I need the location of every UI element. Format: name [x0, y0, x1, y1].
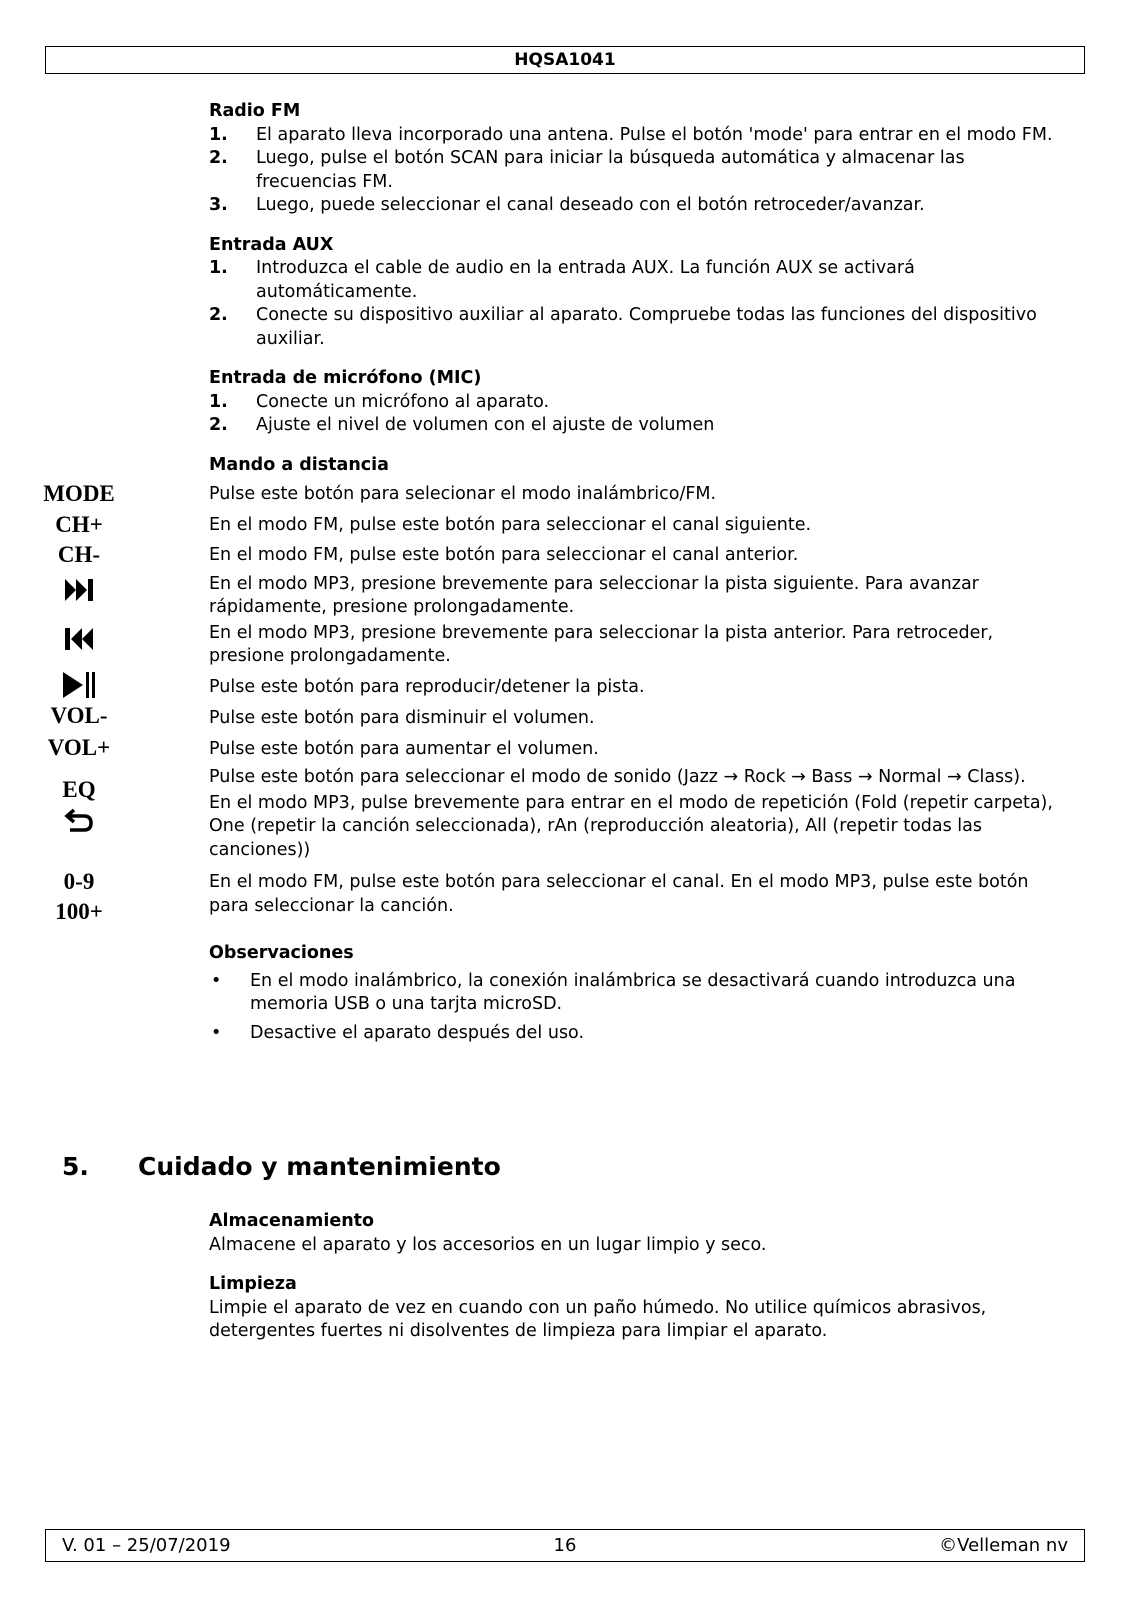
- key-vol-plus: VOL+: [47, 734, 111, 760]
- page-footer: [45, 1529, 1085, 1562]
- remote-description: En el modo MP3, presione brevemente para seleccionar la pista anterior. Para retroceder, presione prolongadamente.: [209, 622, 994, 666]
- item-number: 2.: [209, 305, 228, 325]
- main-content: [43, 100, 1064, 1061]
- key-numbers: [34, 867, 124, 927]
- list-item: [209, 257, 1064, 304]
- section-observations: [209, 942, 1064, 1045]
- remote-row-next: [209, 568, 1064, 620]
- section-mic-input: [209, 367, 1064, 438]
- bullet-text: Desactive el aparato después del uso.: [250, 1022, 585, 1043]
- footer-version: V. 01 – 25/07/2019: [62, 1535, 231, 1556]
- remote-description: Pulse este botón para reproducir/detener la pista.: [209, 676, 645, 697]
- item-text: Conecte un micrófono al aparato.: [256, 391, 550, 412]
- key-vol-minus: VOL-: [50, 703, 108, 728]
- item-text: El aparato lleva incorporado una antena. Pulse el botón 'mode' para entrar en el modo FM.: [256, 124, 1053, 145]
- list-item: [209, 391, 1064, 415]
- item-text: Introduzca el cable de audio en la entrada AUX. La función AUX se activará automáticamente.: [256, 258, 915, 302]
- remote-description: Pulse este botón para disminuir el volumen.: [209, 708, 595, 728]
- section-radio-fm: [209, 100, 1064, 218]
- section-cleaning: [209, 1273, 1064, 1344]
- section-title: Mando a distancia: [209, 454, 389, 475]
- section-title: Observaciones: [209, 943, 354, 963]
- item-number: 1.: [209, 124, 228, 145]
- key-ch-minus: CH-: [57, 542, 101, 567]
- remote-row-vol-plus: [47, 731, 1064, 762]
- item-text: Conecte su dispositivo auxiliar al aparato. Compruebe todas las funciones del dispositivo auxiliar.: [256, 305, 1037, 349]
- footer-page-number: 16: [553, 1535, 577, 1556]
- list-item: [209, 304, 1064, 351]
- repeat-icon: [34, 808, 124, 836]
- remote-description: Pulse este botón para seleccionar el modo de sonido (Jazz → Rock → Bass → Normal → Class).: [209, 767, 1026, 787]
- key-100-plus: 100+: [55, 899, 103, 924]
- remote-description: En el modo MP3, pulse brevemente para entrar en el modo de repetición (Fold (repetir carpeta), One (repetir la canción seleccionada), rAn (reproducción aleatoria), All (repetir todas las canciones)): [209, 792, 1053, 860]
- list-item: [209, 147, 1064, 194]
- section-title: Entrada AUX: [209, 234, 334, 255]
- list-item: [209, 414, 1064, 438]
- key-ch-plus: CH+: [55, 511, 103, 537]
- remote-row-eq: [62, 761, 1064, 802]
- section-storage: [209, 1210, 1064, 1257]
- previous-track-icon: [34, 626, 124, 653]
- next-track-icon: [34, 577, 124, 604]
- remote-row-previous: [209, 620, 1064, 669]
- section-aux-input: [209, 234, 1064, 352]
- header-title: HQSA1041: [514, 50, 616, 70]
- footer-copyright: ©Velleman nv: [939, 1535, 1068, 1556]
- item-text: Luego, pulse el botón SCAN para iniciar la búsqueda automática y almacenar las frecuencias FM.: [256, 148, 965, 192]
- item-text: Ajuste el nivel de volumen con el ajuste de volumen: [256, 415, 715, 435]
- item-number: 3.: [209, 195, 228, 215]
- bullet-mark: •: [211, 970, 222, 991]
- remote-description: En el modo MP3, presione brevemente para seleccionar la pista siguiente. Para avanzar rápidamente, presione prolongadamente.: [209, 573, 979, 617]
- chapter-heading: [62, 1152, 501, 1181]
- section-title: Entrada de micrófono (MIC): [209, 368, 482, 388]
- care-content: [209, 1210, 1064, 1360]
- item-number: 2.: [209, 148, 228, 168]
- section-remote-control: [43, 454, 1064, 924]
- remote-row-ch-plus: [55, 507, 1064, 538]
- section-text: Limpie el aparato de vez en cuando con un paño húmedo. No utilice químicos abrasivos, detergentes fuertes ni disolventes de limpieza para limpiar el aparato.: [209, 1297, 987, 1341]
- list-item: [209, 124, 1064, 148]
- bullet-text: En el modo inalámbrico, la conexión inalámbrica se desactivará cuando introduzca una memoria USB o una tarjta microSD.: [250, 970, 1016, 1014]
- remote-row-play-pause: [209, 669, 1064, 700]
- section-title: Radio FM: [209, 101, 301, 121]
- section-title: Almacenamiento: [209, 1211, 375, 1231]
- remote-row-ch-minus: [57, 537, 1064, 568]
- remote-row-number-keys: [55, 862, 1064, 924]
- item-text: Luego, puede seleccionar el canal deseado con el botón retroceder/avanzar.: [256, 195, 925, 215]
- key-eq: EQ: [62, 777, 96, 802]
- remote-row-vol-minus: [50, 699, 1064, 731]
- bullet-item: [209, 970, 1064, 1017]
- chapter-title: Cuidado y mantenimiento: [138, 1152, 501, 1181]
- section-title: Limpieza: [209, 1274, 297, 1294]
- remote-description: En el modo FM, pulse este botón para seleccionar el canal. En el modo MP3, pulse este botón para seleccionar la canción.: [209, 872, 1029, 916]
- bullet-mark: •: [211, 1022, 222, 1043]
- bullet-item: [209, 1022, 1064, 1046]
- page-header: [45, 46, 1085, 74]
- item-number: 1.: [209, 391, 228, 412]
- chapter-number: 5.: [62, 1152, 89, 1181]
- item-number: 2.: [209, 415, 228, 435]
- remote-description: En el modo FM, pulse este botón para seleccionar el canal anterior.: [209, 545, 799, 565]
- item-number: 1.: [209, 258, 228, 278]
- key-mode: MODE: [43, 481, 115, 506]
- section-text: Almacene el aparato y los accesorios en un lugar limpio y seco.: [209, 1234, 767, 1255]
- remote-row-mode: [43, 477, 1064, 507]
- remote-description: En el modo FM, pulse este botón para seleccionar el canal siguiente.: [209, 514, 812, 535]
- remote-description: Pulse este botón para aumentar el volumen.: [209, 738, 599, 759]
- key-0-9: 0-9: [63, 869, 95, 894]
- remote-row-repeat: [209, 790, 1064, 863]
- list-item: [209, 194, 1064, 218]
- play-pause-icon: [34, 670, 124, 700]
- remote-description: Pulse este botón para selecionar el modo inalámbrico/FM.: [209, 484, 717, 504]
